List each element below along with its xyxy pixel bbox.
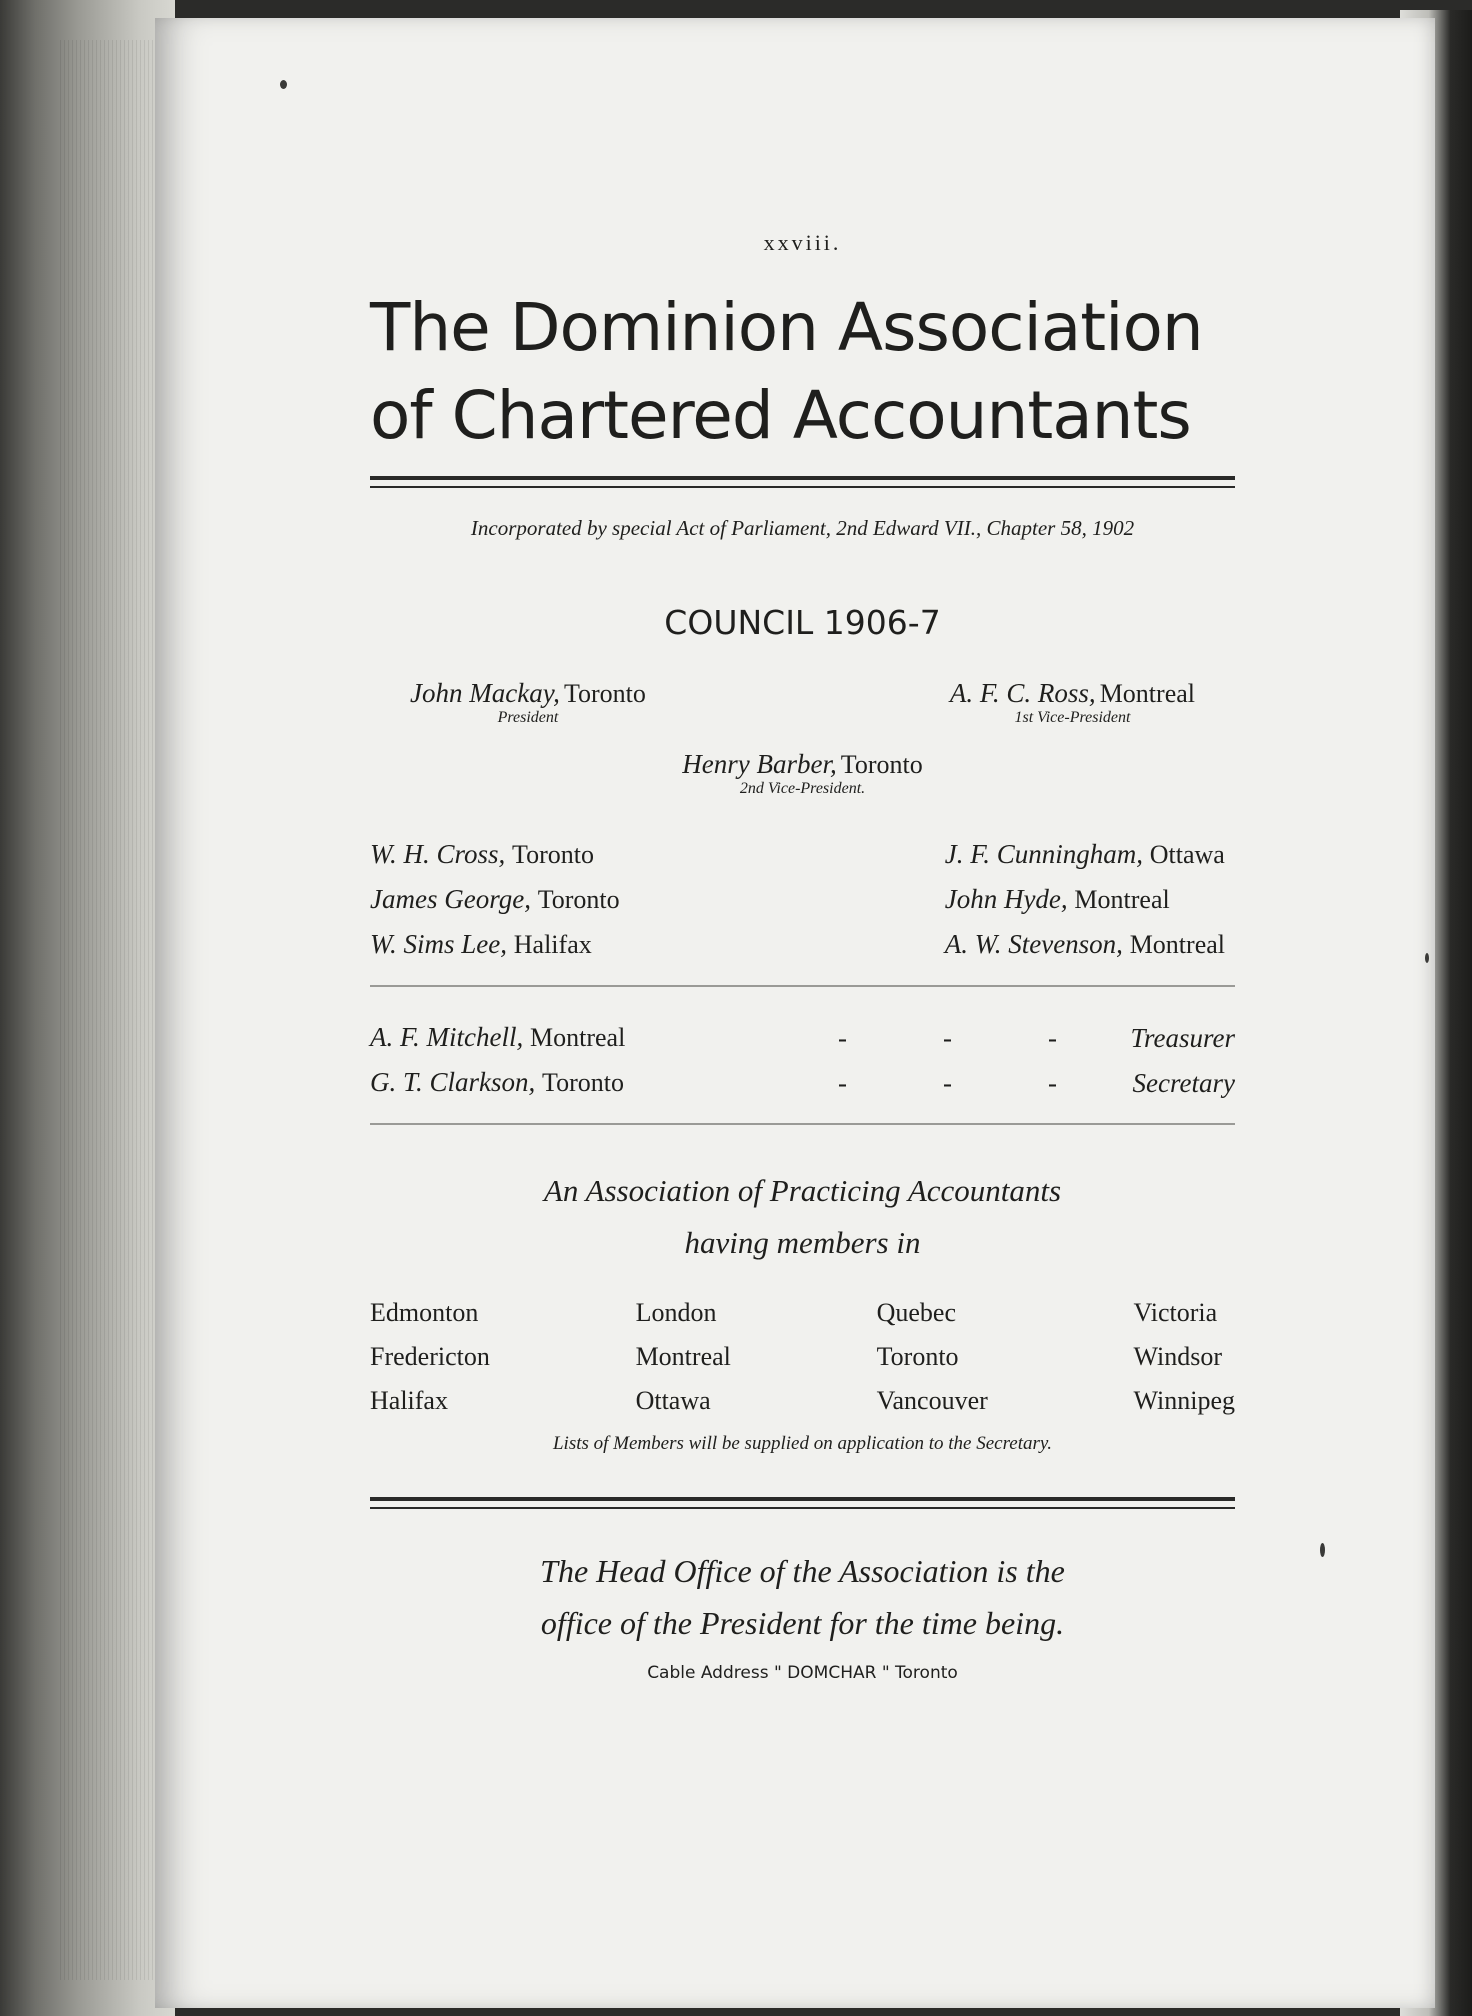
cable-address: Cable Address " DOMCHAR " Toronto: [647, 1663, 958, 1683]
city-name: Ottawa: [635, 1386, 711, 1415]
city-name: Quebec: [876, 1298, 956, 1327]
vp1-city: Montreal: [1099, 679, 1195, 708]
city-name: Fredericton: [370, 1342, 490, 1371]
treasurer-city: Montreal: [529, 1023, 626, 1052]
dash: -: [943, 1022, 952, 1053]
member-city: Halifax: [513, 930, 592, 959]
council-officers: [370, 678, 1235, 727]
association-line-2: having members in: [684, 1225, 921, 1260]
book-page-edges: [0, 0, 175, 2016]
city-name: Halifax: [370, 1386, 448, 1415]
association-line-1: An Association of Practicing Accountants: [543, 1173, 1062, 1208]
member-name: A. W. Stevenson,: [944, 929, 1123, 959]
secretary-row: [370, 1060, 1235, 1105]
city-name: Edmonton: [370, 1298, 479, 1327]
leader-dashes: [790, 1016, 1105, 1060]
head-office-line-2: office of the President for the time being.: [540, 1605, 1065, 1641]
vp1-name: A. F. C. Ross,: [949, 678, 1096, 708]
incorporation-note: Incorporated by special Act of Parliament, 2nd Edward VII., Chapter 58, 1902: [470, 516, 1135, 540]
members-left-column: [370, 832, 620, 967]
secretary-city: Toronto: [542, 1068, 624, 1097]
treasurer-name: A. F. Mitchell,: [370, 1022, 524, 1052]
member-entry: [945, 832, 1225, 877]
page-edge-lines: [60, 40, 160, 1980]
member-cities: [370, 1291, 1235, 1423]
cities-column-2: [636, 1291, 731, 1423]
vp2-role: 2nd Vice-President.: [739, 780, 866, 797]
dash: -: [838, 1022, 847, 1053]
member-name: W. H. Cross,: [370, 839, 506, 869]
president-city: Toronto: [563, 679, 646, 708]
paper-speck: [1425, 953, 1429, 963]
dash: -: [1048, 1022, 1057, 1053]
secretary-name: G. T. Clarkson,: [370, 1067, 536, 1097]
city-name: Victoria: [1133, 1298, 1218, 1327]
member-city: Toronto: [512, 840, 594, 869]
member-name: John Hyde,: [944, 884, 1068, 914]
title-line-1: The Dominion Association: [370, 289, 1203, 366]
paper-speck: [280, 80, 287, 89]
member-city: Toronto: [537, 885, 620, 914]
paper-speck: [1320, 1543, 1325, 1557]
city-name: Winnipeg: [1133, 1386, 1235, 1415]
page-number: xxviii.: [763, 230, 842, 255]
treasurer-row: [370, 1015, 1235, 1060]
member-city: Montreal: [1074, 885, 1170, 914]
leader-dashes: [790, 1061, 1105, 1105]
city-name: Toronto: [876, 1342, 959, 1371]
city-name: London: [635, 1298, 717, 1327]
dash: -: [838, 1067, 847, 1098]
member-city: Ottawa: [1149, 840, 1225, 869]
members-right-column: [945, 832, 1235, 967]
dash: -: [943, 1067, 952, 1098]
cities-column-4: [1134, 1291, 1236, 1423]
members-list-note: Lists of Members will be supplied on application to the Secretary.: [552, 1433, 1053, 1454]
divider: [370, 1123, 1235, 1125]
head-office-line-1: The Head Office of the Association is the: [540, 1553, 1065, 1589]
page-title: [370, 284, 1235, 460]
dash: -: [1048, 1067, 1057, 1098]
council-members: [370, 832, 1235, 967]
member-name: James George,: [370, 884, 531, 914]
member-entry: [945, 877, 1225, 922]
vp2-city: Toronto: [840, 750, 923, 779]
member-entry: [945, 922, 1225, 967]
head-office-statement: [370, 1545, 1235, 1649]
page-content: [370, 230, 1235, 1683]
member-entry: [370, 877, 620, 922]
council-heading: COUNCIL 1906-7: [664, 603, 941, 642]
member-name: W. Sims Lee,: [370, 929, 508, 959]
member-name: J. F. Cunningham,: [944, 839, 1143, 869]
president-role: President: [497, 709, 559, 726]
president-name: John Mackay,: [410, 678, 560, 708]
cities-column-1: [370, 1291, 490, 1423]
member-city: Montreal: [1129, 930, 1225, 959]
divider: [370, 985, 1235, 987]
bottom-double-rule: [370, 1495, 1235, 1515]
member-entry: [370, 922, 620, 967]
president-entry: [410, 678, 646, 727]
vp2-entry: [370, 749, 1235, 798]
member-entry: [370, 832, 620, 877]
city-name: Vancouver: [876, 1386, 988, 1415]
posts-list: [370, 1015, 1235, 1105]
secretary-title: Secretary: [1132, 1067, 1235, 1098]
city-name: Windsor: [1133, 1342, 1222, 1371]
cities-column-3: [877, 1291, 988, 1423]
title-line-2: of Chartered Accountants: [370, 377, 1191, 454]
title-double-rule: [370, 474, 1235, 494]
treasurer-title: Treasurer: [1130, 1022, 1235, 1053]
vp1-entry: [950, 678, 1195, 727]
city-name: Montreal: [635, 1342, 731, 1371]
association-statement: [370, 1165, 1235, 1269]
vp1-role: 1st Vice-President: [1014, 709, 1131, 726]
vp2-name: Henry Barber,: [682, 749, 837, 779]
